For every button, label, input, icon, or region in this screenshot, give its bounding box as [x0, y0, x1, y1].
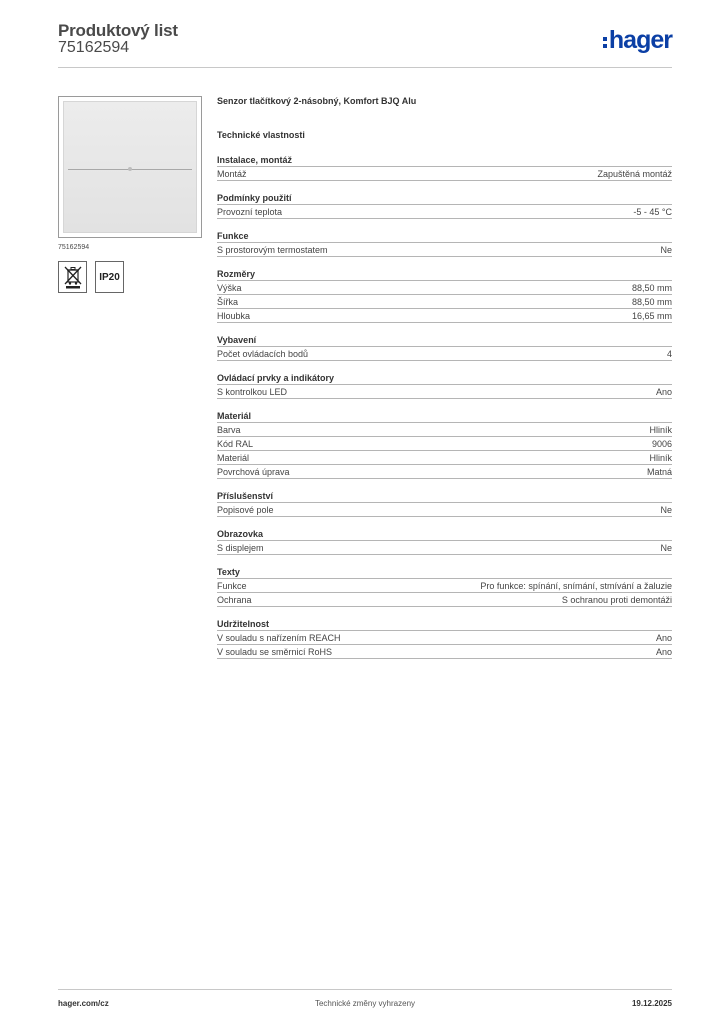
weee-crossed-bin-icon: [58, 261, 87, 293]
spec-row: [217, 385, 672, 399]
spec-group: [217, 372, 672, 399]
spec-label: Barva: [217, 425, 241, 435]
spec-group-title: Podmínky použití: [217, 192, 672, 205]
spec-group-title: Rozměry: [217, 268, 672, 281]
spec-value: Ano: [655, 633, 672, 643]
spec-row: [217, 503, 672, 517]
spec-label: Ochrana: [217, 595, 252, 605]
spec-group: [217, 230, 672, 257]
spec-group: [217, 192, 672, 219]
spec-group-title: Příslušenství: [217, 490, 672, 503]
spec-value: 9006: [651, 439, 672, 449]
spec-label: Provozní teplota: [217, 207, 283, 217]
spec-row: [217, 541, 672, 555]
spec-label: S kontrolkou LED: [217, 387, 288, 397]
spec-value: 16,65 mm: [631, 311, 672, 321]
spec-group: [217, 618, 672, 659]
spec-value: 88,50 mm: [631, 297, 672, 307]
spec-label: Povrchová úprava: [217, 467, 290, 477]
spec-group-title: Funkce: [217, 230, 672, 243]
spec-group: [217, 410, 672, 479]
spec-value: Hliník: [649, 425, 672, 435]
image-caption: 75162594: [58, 244, 90, 251]
document-title: Produktový list: [58, 21, 178, 40]
spec-value: Ano: [655, 387, 672, 397]
footer-note: Technické změny vyhrazeny: [314, 999, 416, 1008]
spec-label: Montáž: [217, 169, 247, 179]
spec-label: Počet ovládacích bodů: [217, 349, 309, 359]
spec-label: V souladu s nařízením REACH: [217, 633, 341, 643]
spec-value: Ano: [655, 647, 672, 657]
logo-dots-icon: [603, 37, 607, 48]
spec-label: Výška: [217, 283, 242, 293]
spec-value: Hliník: [649, 453, 672, 463]
spec-group: [217, 566, 672, 607]
page-header: [58, 21, 672, 68]
spec-group-title: Texty: [217, 566, 672, 579]
spec-value: Ne: [660, 543, 672, 553]
logo-text: hager: [608, 25, 672, 54]
spec-row: [217, 631, 672, 645]
product-led-icon: [128, 167, 132, 171]
spec-label: Kód RAL: [217, 439, 254, 449]
product-image-surface: [63, 101, 197, 233]
page-footer: [58, 989, 672, 1009]
spec-row: [217, 423, 672, 437]
spec-row: [217, 645, 672, 659]
spec-group-title: Ovládací prvky a indikátory: [217, 372, 672, 385]
spec-row: [217, 295, 672, 309]
spec-row: [217, 437, 672, 451]
spec-row: [217, 593, 672, 607]
spec-row: [217, 347, 672, 361]
spec-value: S ochranou proti demontáži: [561, 595, 672, 605]
specification-content: [217, 96, 672, 670]
spec-value: Zapuštěná montáž: [597, 169, 672, 179]
spec-label: Popisové pole: [217, 505, 274, 515]
spec-row: [217, 309, 672, 323]
spec-group-title: Materiál: [217, 410, 672, 423]
product-image: [58, 96, 202, 238]
spec-label: Funkce: [217, 581, 247, 591]
spec-value: -5 - 45 °C: [633, 207, 672, 217]
spec-groups: [217, 154, 672, 659]
spec-value: Matná: [646, 467, 672, 477]
document-number: 75162594: [58, 39, 130, 56]
spec-row: [217, 451, 672, 465]
spec-value: Pro funkce: spínání, snímání, stmívání a žaluzie: [480, 581, 672, 591]
product-name: Senzor tlačítkový 2-násobný, Komfort BJQ Alu: [217, 96, 417, 106]
spec-row: [217, 167, 672, 181]
spec-row: [217, 205, 672, 219]
hager-logo: [603, 27, 672, 53]
spec-value: 4: [666, 349, 672, 359]
spec-group: [217, 154, 672, 181]
spec-row: [217, 465, 672, 479]
spec-group-title: Obrazovka: [217, 528, 672, 541]
spec-row: [217, 579, 672, 593]
spec-label: V souladu se směrnicí RoHS: [217, 647, 333, 657]
spec-label: Šířka: [217, 297, 239, 307]
spec-group: [217, 268, 672, 323]
spec-row: [217, 281, 672, 295]
footer-website: hager.com/cz: [58, 999, 109, 1008]
spec-group: [217, 528, 672, 555]
spec-group: [217, 490, 672, 517]
spec-value: 88,50 mm: [631, 283, 672, 293]
spec-group: [217, 334, 672, 361]
technical-properties-title: Technické vlastnosti: [217, 130, 305, 140]
spec-group-title: Udržitelnost: [217, 618, 672, 631]
spec-row: [217, 243, 672, 257]
spec-group-title: Instalace, montáž: [217, 154, 672, 167]
spec-label: S prostorovým termostatem: [217, 245, 328, 255]
ip20-badge: IP20: [95, 261, 124, 293]
spec-value: Ne: [660, 245, 672, 255]
footer-date: 19.12.2025: [631, 999, 672, 1008]
spec-value: Ne: [660, 505, 672, 515]
spec-label: Hloubka: [217, 311, 251, 321]
spec-label: S displejem: [217, 543, 264, 553]
spec-label: Materiál: [217, 453, 250, 463]
spec-group-title: Vybavení: [217, 334, 672, 347]
